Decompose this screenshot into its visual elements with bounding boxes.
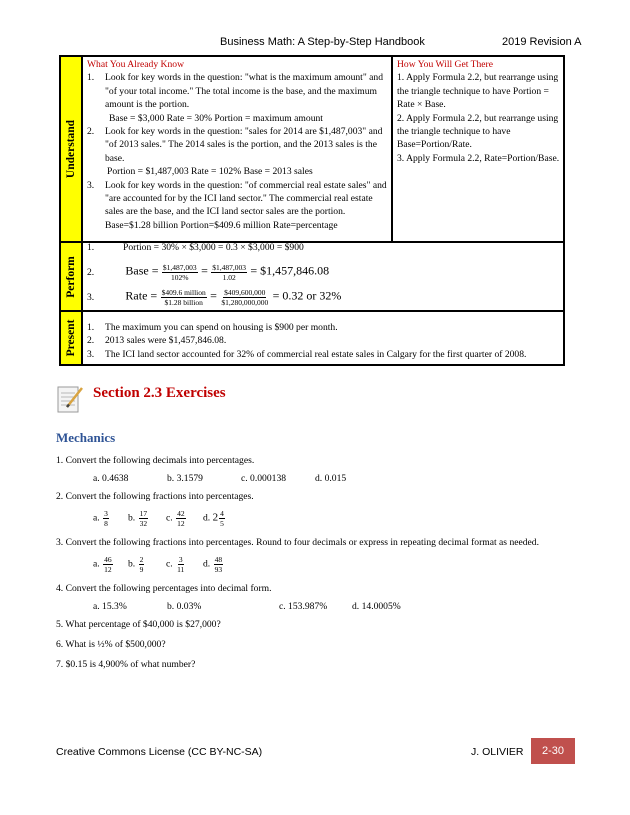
option-c: c. $\frac{42}{12}$ [166, 509, 185, 528]
notepad-icon [55, 383, 85, 415]
item-detail: Base=$1.28 billion Portion=$409.6 million Rate=percentage [105, 219, 338, 231]
option-b: b. 0.03% [167, 601, 202, 612]
solution-table [59, 55, 565, 366]
footer-license: Creative Commons License (CC BY-NC-SA) [56, 746, 263, 758]
option-b: b. $\frac{2}{9}$ [128, 555, 144, 574]
option-a: a. $\frac{3}{8}$ [93, 509, 108, 528]
option-c: c. 0.000138 [241, 473, 287, 484]
present-label: Present [65, 319, 77, 357]
fraction: $\frac{\text{\$409.6 million}}{\text{\$1.28 billion}}$ [161, 288, 206, 307]
option-b: b. $\frac{17}{32}$ [128, 509, 148, 528]
fraction: $\frac{\$1,487,003}{102\%}$ [162, 263, 197, 282]
present-label-cell [61, 312, 83, 364]
option-a: a. $\frac{46}{12}$ [93, 555, 112, 574]
question-6: 6. What is ½% of $500,000? [56, 639, 166, 650]
question-1: 1. Convert the following decimals into percentages. [56, 455, 255, 466]
page-number: 2-30 [531, 738, 575, 764]
header-title: Business Math: A Step-by-Step Handbook [220, 36, 425, 48]
how-you-get-there-text: 1. Apply Formula 2.2, but rearrange using the triangle technique to have Portion = Rate × Base. 2. Apply Formula 2.2, but rearrange using the triangle technique to have Base=Portion/Rate. 3. Apply Formula 2.2, Rate=Portion/Base. [397, 72, 560, 164]
option-d: d. 0.015 [315, 473, 347, 484]
what-you-know-heading: What You Already Know [87, 59, 184, 70]
question-3: 3. Convert the following fractions into percentages. Round to four decimals or express in repeating decimal format as needed. [56, 537, 540, 548]
fraction: $\frac{\$409,600,000}{\$1,280,000,000}$ [221, 288, 269, 307]
section-title: Section 2.3 Exercises [93, 385, 226, 401]
how-you-get-there-cell [397, 58, 563, 165]
question-2: 2. Convert the following fractions into percentages. [56, 491, 254, 502]
footer-author: J. OLIVIER [471, 746, 524, 758]
item-detail: Base = $3,000 Rate = 30% Portion = maximum amount [109, 112, 323, 124]
option-a: a. 15.3% [93, 601, 127, 612]
list-item: 3. Look for key words in the question: "of commercial real estate sales" and "are accounted for by the ICI land sector." The commercial real estate sales are the base, and the ICI land sector sales are the portion. [87, 179, 387, 218]
row-divider [61, 310, 563, 312]
how-you-get-there-heading: How You Will Get There [397, 59, 493, 70]
list-item: 1. The maximum you can spend on housing is $900 per month. [87, 322, 338, 333]
question-7: 7. $0.15 is 4,900% of what number? [56, 659, 196, 670]
fraction: $\frac{\$1,487,003}{1.02}$ [212, 263, 246, 282]
what-you-know-cell [87, 58, 387, 232]
item-detail: Portion = $1,487,003 Rate = 102% Base = 2013 sales [107, 166, 313, 178]
perform-label: Perform [65, 255, 77, 298]
question-4: 4. Convert the following percentages into decimal form. [56, 583, 272, 594]
question-5: 5. What percentage of $40,000 is $27,000? [56, 619, 221, 630]
list-item: 3. The ICI land sector accounted for 32% of commercial real estate sales in Calgary for the first quarter of 2008. [87, 348, 527, 360]
option-a: a. 0.4638 [93, 473, 129, 484]
mechanics-heading: Mechanics [56, 430, 116, 445]
perform-label-cell [61, 243, 83, 310]
understand-label: Understand [65, 119, 77, 179]
list-item: 2. 2013 sales were $1,457,846.08. [87, 335, 227, 347]
list-item: 1. Look for key words in the question: "what is the maximum amount" and "of your total income." The total income is the base, and the maximum amount is the portion. [87, 72, 384, 111]
option-c: c. 153.987% [279, 601, 328, 612]
list-item: 2. Look for key words in the question: "sales for 2014 are $1,487,003" and "of 2013 sales." The 2014 sales is the portion, and the 2013 sales is the base. [87, 126, 383, 164]
option-b: b. 3.1579 [167, 473, 203, 484]
header-revision: 2019 Revision A [502, 36, 582, 48]
option-d: d. $\frac{48}{93}$ [203, 555, 223, 574]
column-divider [391, 57, 393, 241]
present-cell [87, 321, 563, 361]
understand-label-cell [61, 57, 83, 241]
option-d: d. 14.0005% [352, 601, 401, 612]
perform-line-2: 2. Base = $\frac{\$1,487,003}{102\%}$ = $\frac{\$1,487,003}{1.02}$ = $1,457,846.08 [87, 263, 330, 282]
perform-line-1: 1. Portion = 30% × $3,000 = 0.3 × $3,000 = $900 [87, 242, 304, 253]
option-d: d. 2 $\frac{4}{5}$ [203, 509, 224, 528]
perform-line-3: 3. Rate = $\frac{\text{\$409.6 million}}{\text{\$1.28 billion}}$ = $\frac{\$409,600,000}{\$1,280,000,000}$ = 0.32 or 32% [87, 288, 342, 307]
option-c: c. $\frac{3}{11}$ [166, 555, 185, 574]
